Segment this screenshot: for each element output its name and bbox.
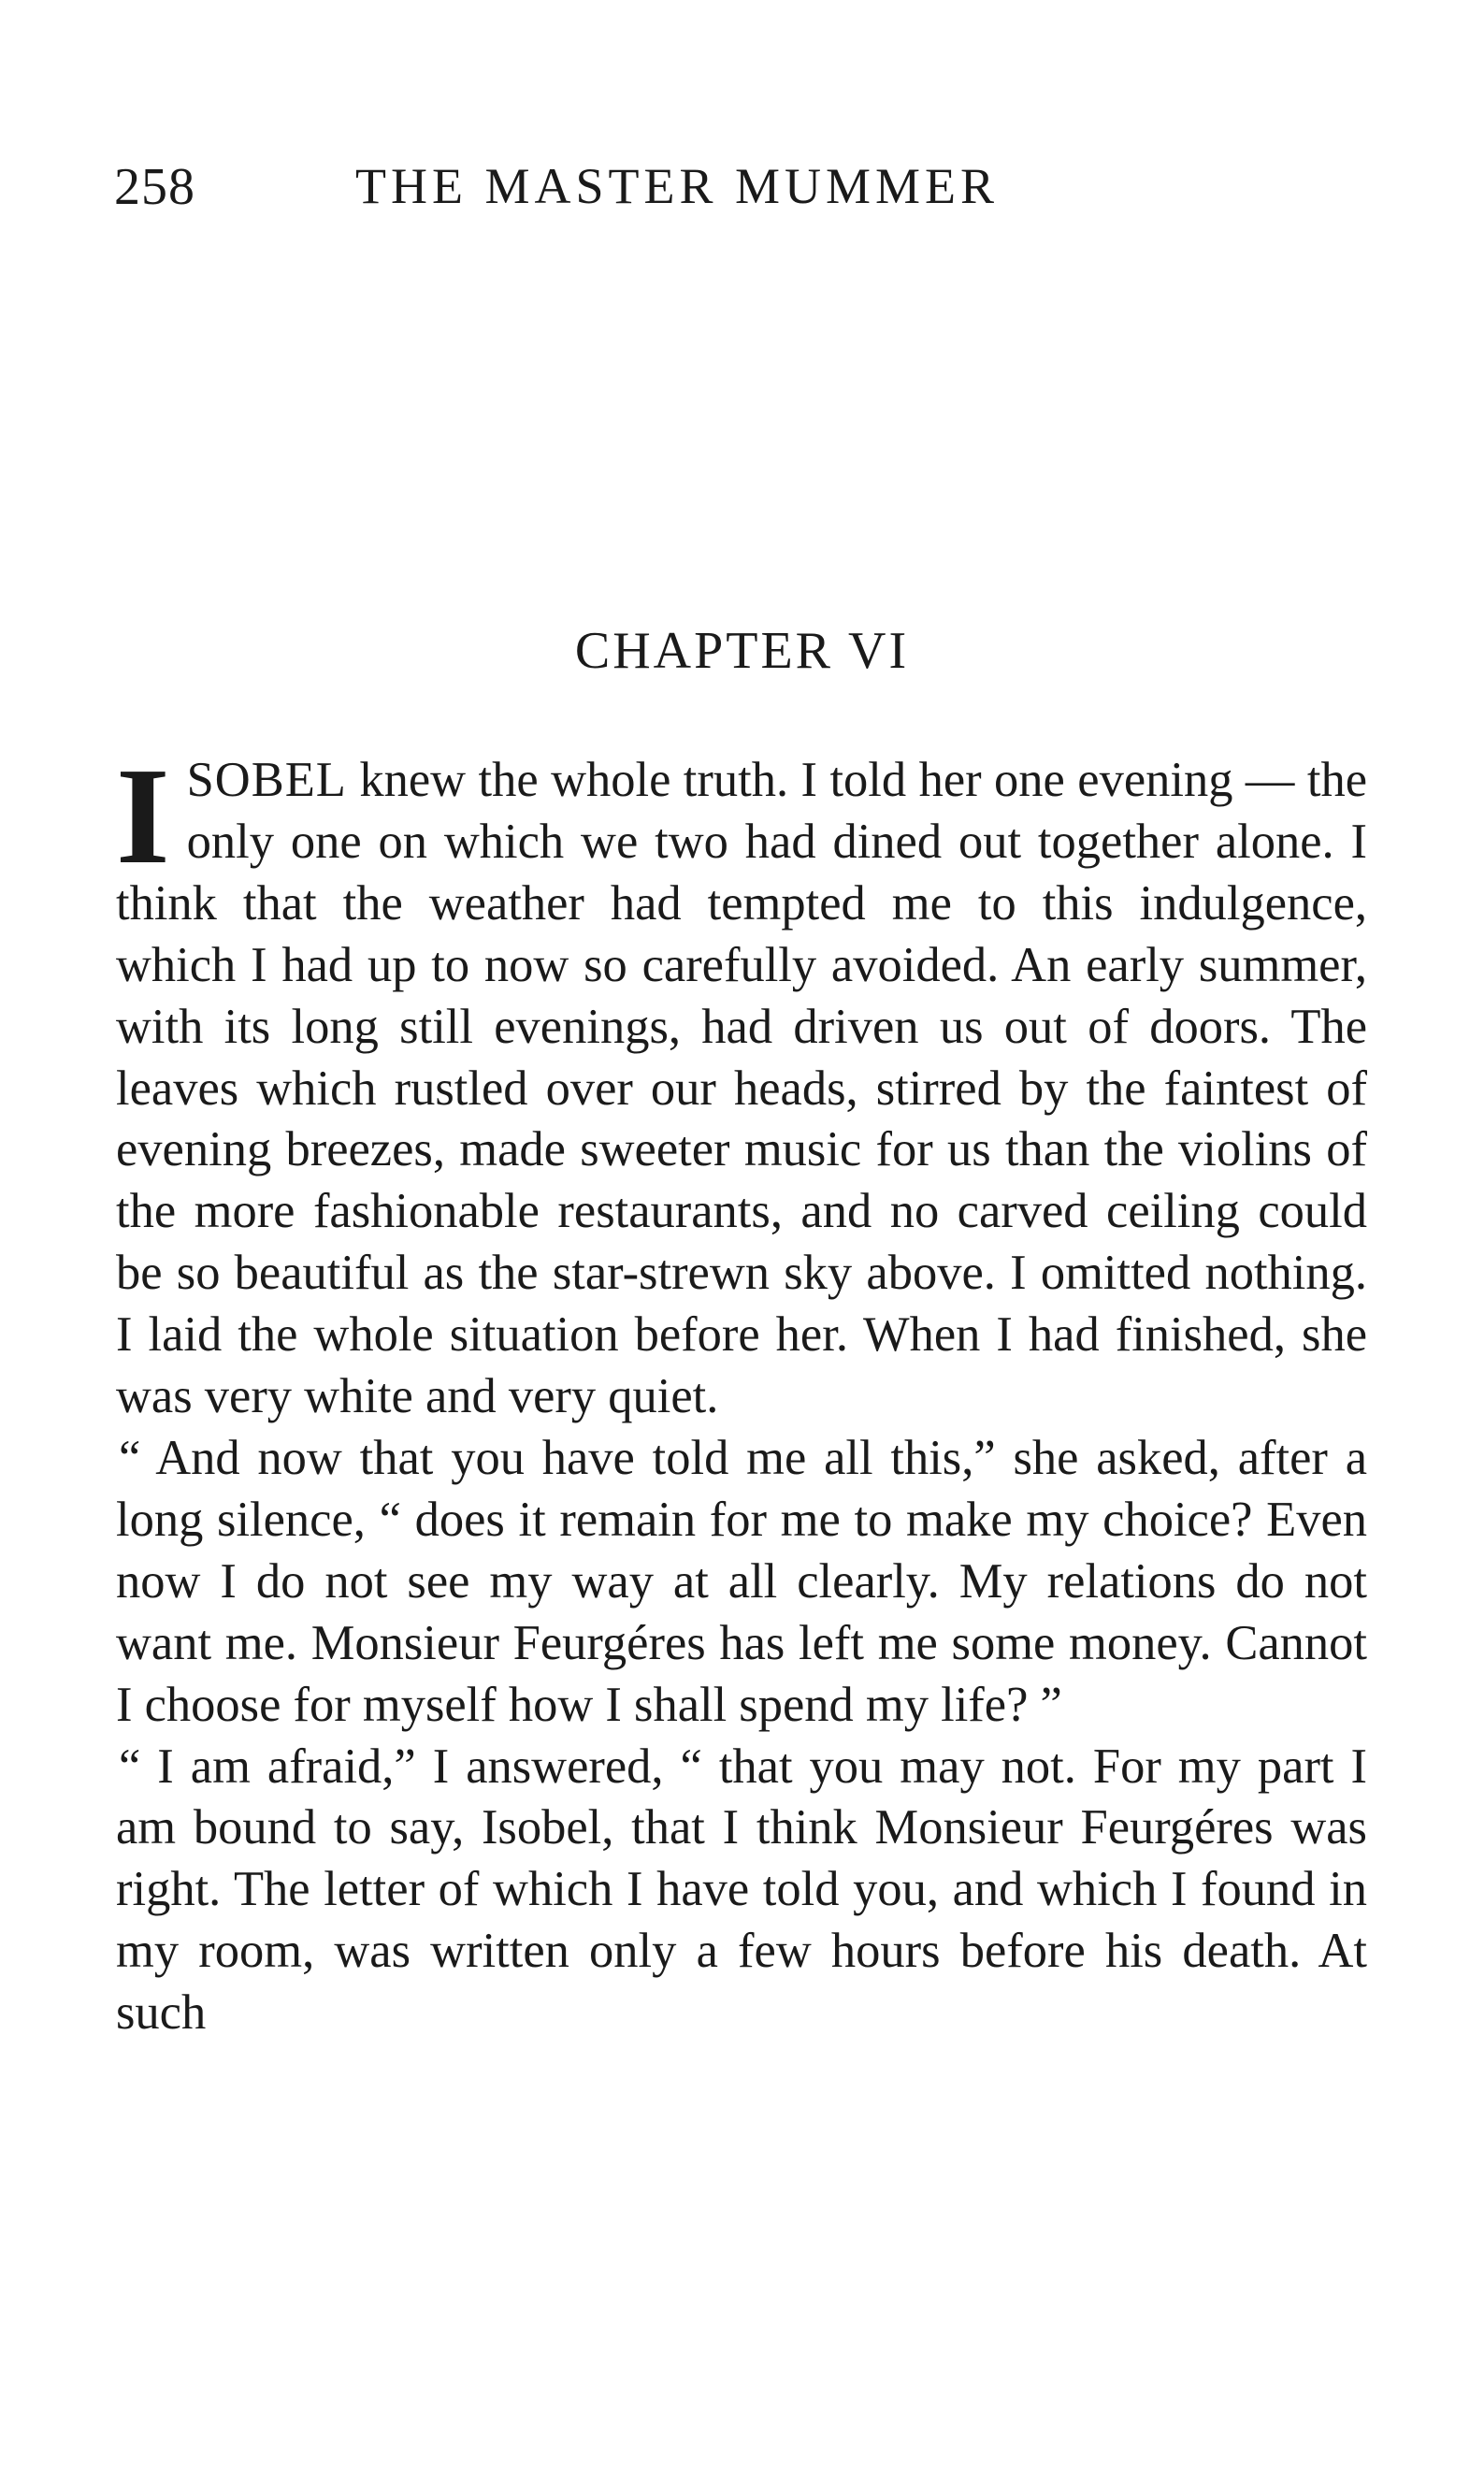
- paragraph-1-text: knew the whole truth. I told her one evening — the only one on which we two had dined out together alone. I think that the weather had tempted me to this indulgence, which I had up to now so carefully avoided. An early summer, with its long still evenings, had driven us out of doors. The leaves which rustled over our heads, stirred by the faintest of evening breezes, made sweeter music for us than the violins of the more fashionable restaurants, and no carved ceiling could be so beautiful as the star-strewn sky above. I omitted nothing. I laid the whole situation before her. When I had finished, she was very white and very quiet.: [116, 753, 1367, 1424]
- lead-word: SOBEL: [186, 753, 347, 807]
- page-number: 258: [114, 158, 195, 216]
- running-title: THE MASTER MUMMER: [355, 158, 1000, 214]
- paragraph-1: [116, 740, 1367, 1428]
- paragraph-2: “ And now that you have told me all this,” she asked, after a long silence, “ does it remain for me to make my choice? Even now I do not see my way at all clearly. My relations do not want me. Monsieur Feurgéres has left me some money. Cannot I choose for myself how I shall spend my life? ”: [116, 1430, 1367, 1732]
- paragraph-3: “ I am afraid,” I answered, “ that you may not. For my part I am bound to say, Isobel, that I think Monsieur Feurgéres was right. The letter of which I have told you, and which I found in my room, was written only a few hours before his death. At such: [116, 1739, 1367, 2041]
- body-text: [116, 740, 1367, 2044]
- drop-cap: I: [116, 740, 170, 893]
- page-header: [114, 157, 1367, 223]
- chapter-title: CHAPTER VI: [574, 622, 910, 680]
